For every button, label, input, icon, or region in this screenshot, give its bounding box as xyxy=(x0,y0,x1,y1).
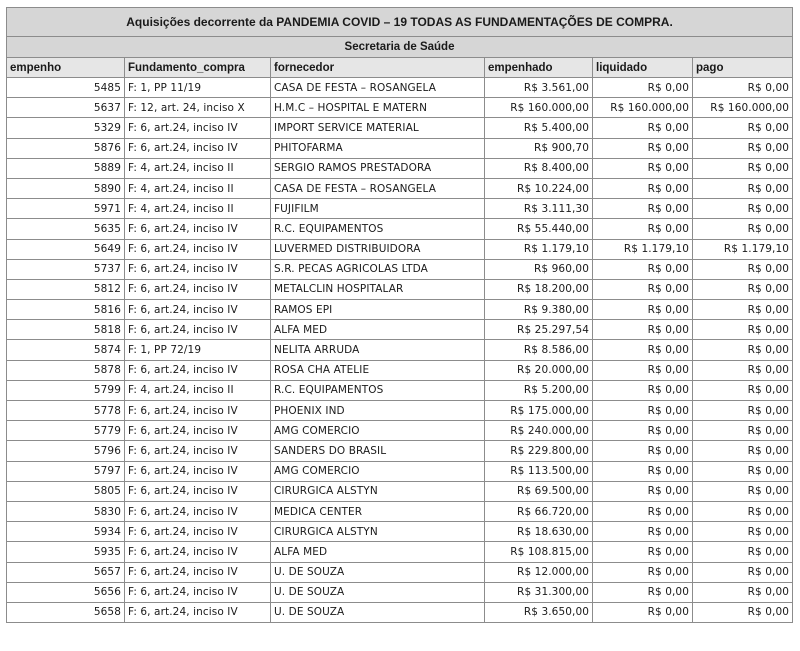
cell-empenho: 5637 xyxy=(7,98,125,118)
cell-fundamento: F: 6, art.24, inciso IV xyxy=(125,360,271,380)
table-title: Aquisições decorrente da PANDEMIA COVID – 19 TODAS AS FUNDAMENTAÇÕES DE COMPRA. xyxy=(7,8,793,37)
table-row xyxy=(7,562,793,582)
cell-empenho: 5874 xyxy=(7,340,125,360)
table-row xyxy=(7,320,793,340)
cell-empenhado: R$ 1.179,10 xyxy=(485,239,593,259)
table-row xyxy=(7,542,793,562)
cell-liquidado: R$ 0,00 xyxy=(593,219,693,239)
cell-empenhado: R$ 240.000,00 xyxy=(485,421,593,441)
cell-liquidado: R$ 0,00 xyxy=(593,320,693,340)
cell-liquidado: R$ 0,00 xyxy=(593,542,693,562)
cell-empenho: 5485 xyxy=(7,78,125,98)
cell-fornecedor: FUJIFILM xyxy=(271,199,485,219)
cell-fundamento: F: 6, art.24, inciso IV xyxy=(125,522,271,542)
cell-pago: R$ 0,00 xyxy=(693,279,793,299)
cell-pago: R$ 0,00 xyxy=(693,178,793,198)
cell-fornecedor: S.R. PECAS AGRICOLAS LTDA xyxy=(271,259,485,279)
cell-fundamento: F: 4, art.24, inciso II xyxy=(125,178,271,198)
cell-empenho: 5796 xyxy=(7,441,125,461)
cell-fornecedor: SANDERS DO BRASIL xyxy=(271,441,485,461)
cell-fundamento: F: 6, art.24, inciso IV xyxy=(125,320,271,340)
table-subtitle: Secretaria de Saúde xyxy=(7,37,793,58)
cell-fornecedor: SERGIO RAMOS PRESTADORA xyxy=(271,158,485,178)
cell-fornecedor: METALCLIN HOSPITALAR xyxy=(271,279,485,299)
cell-liquidado: R$ 0,00 xyxy=(593,421,693,441)
table-row xyxy=(7,380,793,400)
cell-fundamento: F: 6, art.24, inciso IV xyxy=(125,481,271,501)
cell-fornecedor: AMG COMERCIO xyxy=(271,421,485,441)
cell-empenhado: R$ 8.586,00 xyxy=(485,340,593,360)
cell-pago: R$ 0,00 xyxy=(693,78,793,98)
cell-fundamento: F: 6, art.24, inciso IV xyxy=(125,562,271,582)
cell-pago: R$ 0,00 xyxy=(693,138,793,158)
cell-empenho: 5658 xyxy=(7,602,125,622)
cell-empenho: 5935 xyxy=(7,542,125,562)
cell-fornecedor: U. DE SOUZA xyxy=(271,602,485,622)
table-row xyxy=(7,360,793,380)
cell-empenho: 5830 xyxy=(7,501,125,521)
cell-fundamento: F: 6, art.24, inciso IV xyxy=(125,501,271,521)
cell-fornecedor: ALFA MED xyxy=(271,542,485,562)
cell-fornecedor: CASA DE FESTA – ROSANGELA xyxy=(271,178,485,198)
cell-empenhado: R$ 69.500,00 xyxy=(485,481,593,501)
cell-fundamento: F: 6, art.24, inciso IV xyxy=(125,421,271,441)
cell-empenhado: R$ 108.815,00 xyxy=(485,542,593,562)
cell-pago: R$ 0,00 xyxy=(693,300,793,320)
cell-empenhado: R$ 25.297,54 xyxy=(485,320,593,340)
table-row xyxy=(7,582,793,602)
cell-fornecedor: PHITOFARMA xyxy=(271,138,485,158)
table-body xyxy=(7,78,793,623)
cell-liquidado: R$ 0,00 xyxy=(593,138,693,158)
cell-empenhado: R$ 10.224,00 xyxy=(485,178,593,198)
cell-liquidado: R$ 0,00 xyxy=(593,178,693,198)
acquisitions-table xyxy=(6,7,793,623)
cell-fornecedor: RAMOS EPI xyxy=(271,300,485,320)
cell-empenho: 5890 xyxy=(7,178,125,198)
cell-pago: R$ 1.179,10 xyxy=(693,239,793,259)
cell-pago: R$ 0,00 xyxy=(693,421,793,441)
cell-pago: R$ 0,00 xyxy=(693,501,793,521)
subtitle-row xyxy=(7,37,793,58)
cell-liquidado: R$ 0,00 xyxy=(593,259,693,279)
cell-fornecedor: R.C. EQUIPAMENTOS xyxy=(271,219,485,239)
cell-liquidado: R$ 0,00 xyxy=(593,380,693,400)
table-row xyxy=(7,340,793,360)
cell-empenhado: R$ 160.000,00 xyxy=(485,98,593,118)
header-pago: pago xyxy=(693,58,793,78)
cell-empenhado: R$ 900,70 xyxy=(485,138,593,158)
cell-empenhado: R$ 9.380,00 xyxy=(485,300,593,320)
table-row xyxy=(7,259,793,279)
cell-fornecedor: ALFA MED xyxy=(271,320,485,340)
cell-empenho: 5971 xyxy=(7,199,125,219)
table-row xyxy=(7,98,793,118)
table-row xyxy=(7,421,793,441)
cell-pago: R$ 0,00 xyxy=(693,522,793,542)
cell-pago: R$ 0,00 xyxy=(693,320,793,340)
cell-fundamento: F: 6, art.24, inciso IV xyxy=(125,118,271,138)
cell-empenho: 5878 xyxy=(7,360,125,380)
cell-pago: R$ 160.000,00 xyxy=(693,98,793,118)
cell-pago: R$ 0,00 xyxy=(693,602,793,622)
cell-empenho: 5934 xyxy=(7,522,125,542)
cell-empenho: 5778 xyxy=(7,401,125,421)
cell-fornecedor: CIRURGICA ALSTYN xyxy=(271,481,485,501)
cell-empenho: 5799 xyxy=(7,380,125,400)
cell-empenho: 5779 xyxy=(7,421,125,441)
cell-fundamento: F: 1, PP 11/19 xyxy=(125,78,271,98)
cell-fundamento: F: 4, art.24, inciso II xyxy=(125,158,271,178)
table-row xyxy=(7,78,793,98)
cell-fundamento: F: 6, art.24, inciso IV xyxy=(125,542,271,562)
cell-liquidado: R$ 1.179,10 xyxy=(593,239,693,259)
cell-fundamento: F: 6, art.24, inciso IV xyxy=(125,441,271,461)
cell-liquidado: R$ 0,00 xyxy=(593,340,693,360)
cell-empenho: 5329 xyxy=(7,118,125,138)
table-row xyxy=(7,158,793,178)
header-fornecedor: fornecedor xyxy=(271,58,485,78)
cell-empenho: 5737 xyxy=(7,259,125,279)
header-liquidado: liquidado xyxy=(593,58,693,78)
cell-pago: R$ 0,00 xyxy=(693,441,793,461)
cell-fornecedor: LUVERMED DISTRIBUIDORA xyxy=(271,239,485,259)
cell-empenhado: R$ 66.720,00 xyxy=(485,501,593,521)
cell-empenho: 5816 xyxy=(7,300,125,320)
header-empenhado: empenhado xyxy=(485,58,593,78)
cell-pago: R$ 0,00 xyxy=(693,582,793,602)
table-row xyxy=(7,300,793,320)
cell-liquidado: R$ 0,00 xyxy=(593,360,693,380)
cell-pago: R$ 0,00 xyxy=(693,481,793,501)
cell-pago: R$ 0,00 xyxy=(693,542,793,562)
cell-fundamento: F: 1, PP 72/19 xyxy=(125,340,271,360)
cell-liquidado: R$ 0,00 xyxy=(593,158,693,178)
cell-liquidado: R$ 0,00 xyxy=(593,78,693,98)
cell-empenho: 5797 xyxy=(7,461,125,481)
cell-pago: R$ 0,00 xyxy=(693,401,793,421)
cell-fundamento: F: 6, art.24, inciso IV xyxy=(125,461,271,481)
cell-fornecedor: H.M.C – HOSPITAL E MATERN xyxy=(271,98,485,118)
header-empenho: empenho xyxy=(7,58,125,78)
cell-empenho: 5818 xyxy=(7,320,125,340)
cell-empenhado: R$ 113.500,00 xyxy=(485,461,593,481)
cell-fornecedor: R.C. EQUIPAMENTOS xyxy=(271,380,485,400)
column-header-row xyxy=(7,58,793,78)
cell-liquidado: R$ 0,00 xyxy=(593,582,693,602)
cell-empenhado: R$ 960,00 xyxy=(485,259,593,279)
table-row xyxy=(7,602,793,622)
cell-liquidado: R$ 0,00 xyxy=(593,441,693,461)
cell-liquidado: R$ 0,00 xyxy=(593,481,693,501)
cell-fundamento: F: 6, art.24, inciso IV xyxy=(125,279,271,299)
table-row xyxy=(7,461,793,481)
cell-fornecedor: CIRURGICA ALSTYN xyxy=(271,522,485,542)
cell-empenho: 5812 xyxy=(7,279,125,299)
table-row xyxy=(7,481,793,501)
header-fundamento: Fundamento_compra xyxy=(125,58,271,78)
cell-empenhado: R$ 3.561,00 xyxy=(485,78,593,98)
cell-fundamento: F: 6, art.24, inciso IV xyxy=(125,239,271,259)
table-row xyxy=(7,441,793,461)
cell-fundamento: F: 6, art.24, inciso IV xyxy=(125,219,271,239)
cell-liquidado: R$ 0,00 xyxy=(593,118,693,138)
cell-empenho: 5889 xyxy=(7,158,125,178)
cell-liquidado: R$ 0,00 xyxy=(593,300,693,320)
cell-liquidado: R$ 0,00 xyxy=(593,461,693,481)
cell-empenhado: R$ 55.440,00 xyxy=(485,219,593,239)
cell-fornecedor: IMPORT SERVICE MATERIAL xyxy=(271,118,485,138)
cell-fornecedor: ROSA CHA ATELIE xyxy=(271,360,485,380)
cell-fundamento: F: 4, art.24, inciso II xyxy=(125,380,271,400)
table-row xyxy=(7,501,793,521)
cell-pago: R$ 0,00 xyxy=(693,340,793,360)
cell-empenho: 5876 xyxy=(7,138,125,158)
cell-fundamento: F: 6, art.24, inciso IV xyxy=(125,300,271,320)
table-row xyxy=(7,239,793,259)
cell-empenho: 5649 xyxy=(7,239,125,259)
cell-liquidado: R$ 160.000,00 xyxy=(593,98,693,118)
cell-fornecedor: U. DE SOUZA xyxy=(271,582,485,602)
cell-pago: R$ 0,00 xyxy=(693,461,793,481)
table-row xyxy=(7,118,793,138)
cell-empenhado: R$ 3.650,00 xyxy=(485,602,593,622)
cell-liquidado: R$ 0,00 xyxy=(593,199,693,219)
cell-fundamento: F: 12, art. 24, inciso X xyxy=(125,98,271,118)
table-row xyxy=(7,178,793,198)
cell-empenho: 5805 xyxy=(7,481,125,501)
cell-empenhado: R$ 18.630,00 xyxy=(485,522,593,542)
cell-fornecedor: NELITA ARRUDA xyxy=(271,340,485,360)
table-row xyxy=(7,138,793,158)
cell-fornecedor: CASA DE FESTA – ROSANGELA xyxy=(271,78,485,98)
cell-empenhado: R$ 3.111,30 xyxy=(485,199,593,219)
cell-fundamento: F: 6, art.24, inciso IV xyxy=(125,602,271,622)
cell-liquidado: R$ 0,00 xyxy=(593,401,693,421)
cell-empenho: 5657 xyxy=(7,562,125,582)
cell-empenhado: R$ 31.300,00 xyxy=(485,582,593,602)
cell-liquidado: R$ 0,00 xyxy=(593,562,693,582)
cell-liquidado: R$ 0,00 xyxy=(593,602,693,622)
cell-fundamento: F: 4, art.24, inciso II xyxy=(125,199,271,219)
cell-liquidado: R$ 0,00 xyxy=(593,279,693,299)
table-row xyxy=(7,219,793,239)
cell-empenho: 5656 xyxy=(7,582,125,602)
table-row xyxy=(7,279,793,299)
table-row xyxy=(7,522,793,542)
table-row xyxy=(7,199,793,219)
table-row xyxy=(7,401,793,421)
cell-pago: R$ 0,00 xyxy=(693,219,793,239)
cell-pago: R$ 0,00 xyxy=(693,118,793,138)
cell-pago: R$ 0,00 xyxy=(693,562,793,582)
cell-empenhado: R$ 18.200,00 xyxy=(485,279,593,299)
cell-empenhado: R$ 12.000,00 xyxy=(485,562,593,582)
cell-fundamento: F: 6, art.24, inciso IV xyxy=(125,138,271,158)
cell-fornecedor: U. DE SOUZA xyxy=(271,562,485,582)
cell-empenho: 5635 xyxy=(7,219,125,239)
cell-pago: R$ 0,00 xyxy=(693,158,793,178)
cell-empenhado: R$ 175.000,00 xyxy=(485,401,593,421)
cell-empenhado: R$ 5.400,00 xyxy=(485,118,593,138)
cell-liquidado: R$ 0,00 xyxy=(593,522,693,542)
cell-fornecedor: AMG COMERCIO xyxy=(271,461,485,481)
title-row xyxy=(7,8,793,37)
cell-pago: R$ 0,00 xyxy=(693,360,793,380)
cell-fundamento: F: 6, art.24, inciso IV xyxy=(125,582,271,602)
cell-pago: R$ 0,00 xyxy=(693,380,793,400)
cell-fundamento: F: 6, art.24, inciso IV xyxy=(125,401,271,421)
cell-fornecedor: PHOENIX IND xyxy=(271,401,485,421)
cell-empenhado: R$ 8.400,00 xyxy=(485,158,593,178)
cell-empenhado: R$ 5.200,00 xyxy=(485,380,593,400)
cell-liquidado: R$ 0,00 xyxy=(593,501,693,521)
cell-pago: R$ 0,00 xyxy=(693,259,793,279)
cell-fornecedor: MEDICA CENTER xyxy=(271,501,485,521)
cell-pago: R$ 0,00 xyxy=(693,199,793,219)
cell-empenhado: R$ 229.800,00 xyxy=(485,441,593,461)
cell-empenhado: R$ 20.000,00 xyxy=(485,360,593,380)
cell-fundamento: F: 6, art.24, inciso IV xyxy=(125,259,271,279)
